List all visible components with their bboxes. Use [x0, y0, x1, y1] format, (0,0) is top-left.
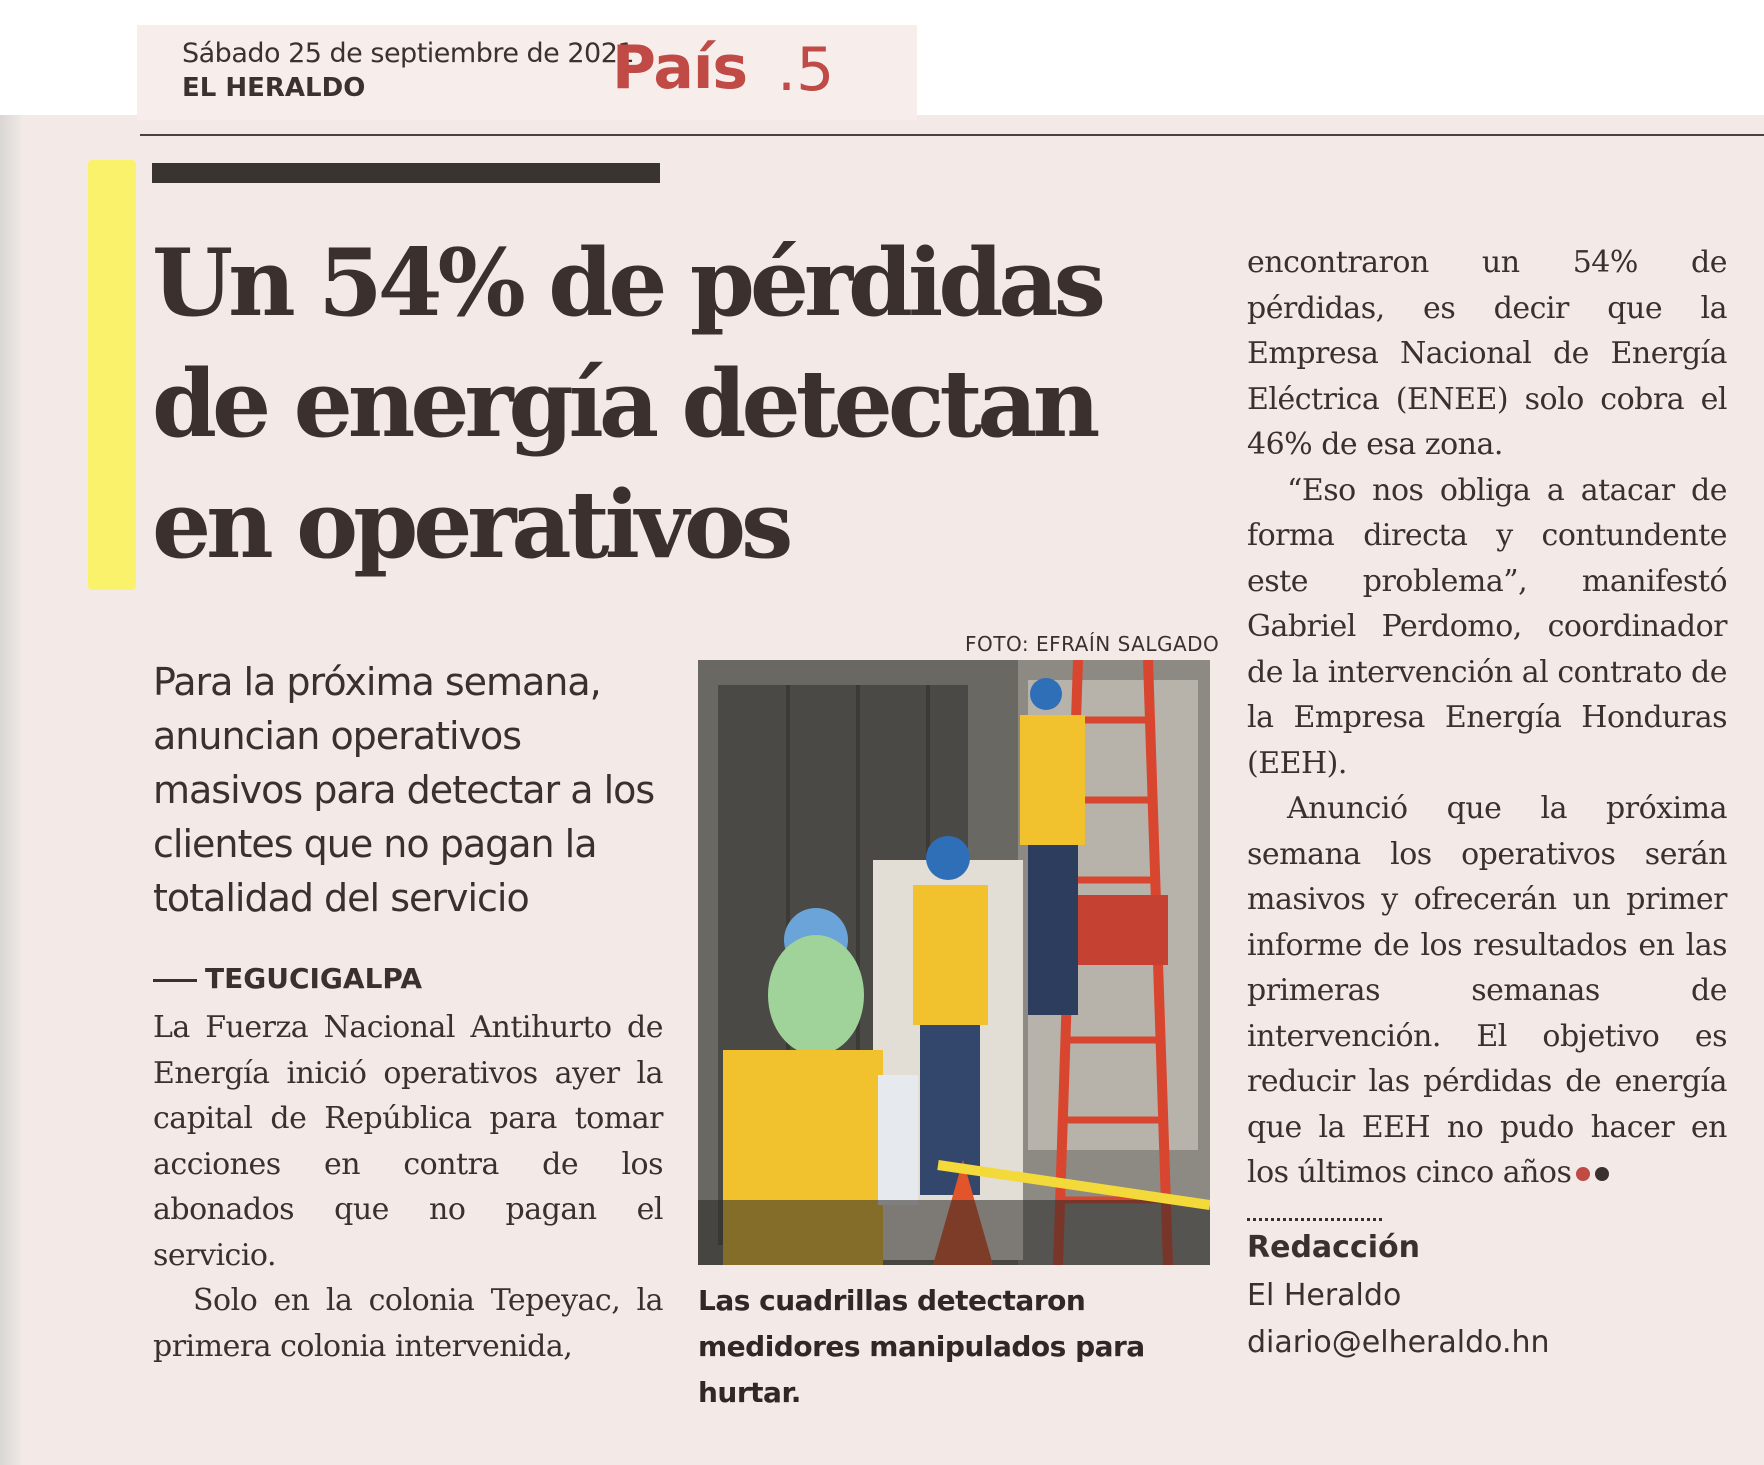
photo-caption: Las cuadrillas detectaron medidores manipulados para hurtar. — [698, 1284, 1145, 1409]
issue-date: Sábado 25 de septiembre de 2021 — [182, 38, 635, 69]
paragraph: La Fuerza Nacional Antihurto de Energía inició operativos ayer la capital de República para tomar acciones en contra de los abonados que no pagan el servicio. — [153, 1010, 663, 1273]
paragraph-text: Anunció que la próxima semana los operativos serán masivos y ofrecerán un primer informe de los resultados en las primeras semanas de intervención. El objetivo es reducir las pérdidas de energía que la EEH no pudo hacer en los últimos cinco años — [1247, 791, 1727, 1190]
headline-bar — [152, 163, 660, 183]
header-rule — [140, 134, 1764, 136]
article-column-2 — [1247, 240, 1727, 1196]
news-photo — [698, 660, 1210, 1265]
paragraph: encontraron un 54% de pérdidas, es decir que la Empresa Nacional de Energía Eléctrica (ENEE) solo cobra el 46% de esa zona. — [1247, 245, 1727, 462]
paragraph-with-endmark — [1247, 786, 1727, 1196]
page-number: .5 — [777, 35, 835, 105]
paragraph: Solo en la colonia Tepeyac, la primera colonia intervenida, — [153, 1283, 663, 1364]
end-mark-icon — [1595, 1167, 1609, 1181]
paragraph: “Eso nos obliga a atacar de forma directa y contundente este problema”, manifestó Gabriel Perdomo, coordinador de la intervención al contrato de la Empresa Energía Honduras (EEH). — [1247, 472, 1727, 781]
photo-credit: FOTO: EFRAÍN SALGADO — [965, 632, 1220, 656]
end-mark-icon — [1576, 1167, 1590, 1181]
highlighter-mark — [88, 160, 136, 590]
article-column-1 — [153, 1005, 663, 1369]
newspaper-name: EL HERALDO — [182, 73, 366, 103]
dateline: TEGUCIGALPA — [153, 962, 422, 995]
byline: Redacción — [1247, 1230, 1420, 1265]
article-dek: Para la próxima semana, anuncian operativos masivos para detectar a los clientes que no pagan la totalidad del servicio — [153, 660, 655, 920]
byline-rule — [1247, 1218, 1382, 1221]
byline-organization: El Heraldo — [1247, 1278, 1402, 1313]
article-headline: Un 54% de pérdidas de energía detectan en operativos — [152, 228, 1102, 579]
page-edge — [0, 115, 22, 1465]
section-name: País — [612, 33, 748, 103]
byline-email: diario@elheraldo.hn — [1247, 1325, 1550, 1360]
